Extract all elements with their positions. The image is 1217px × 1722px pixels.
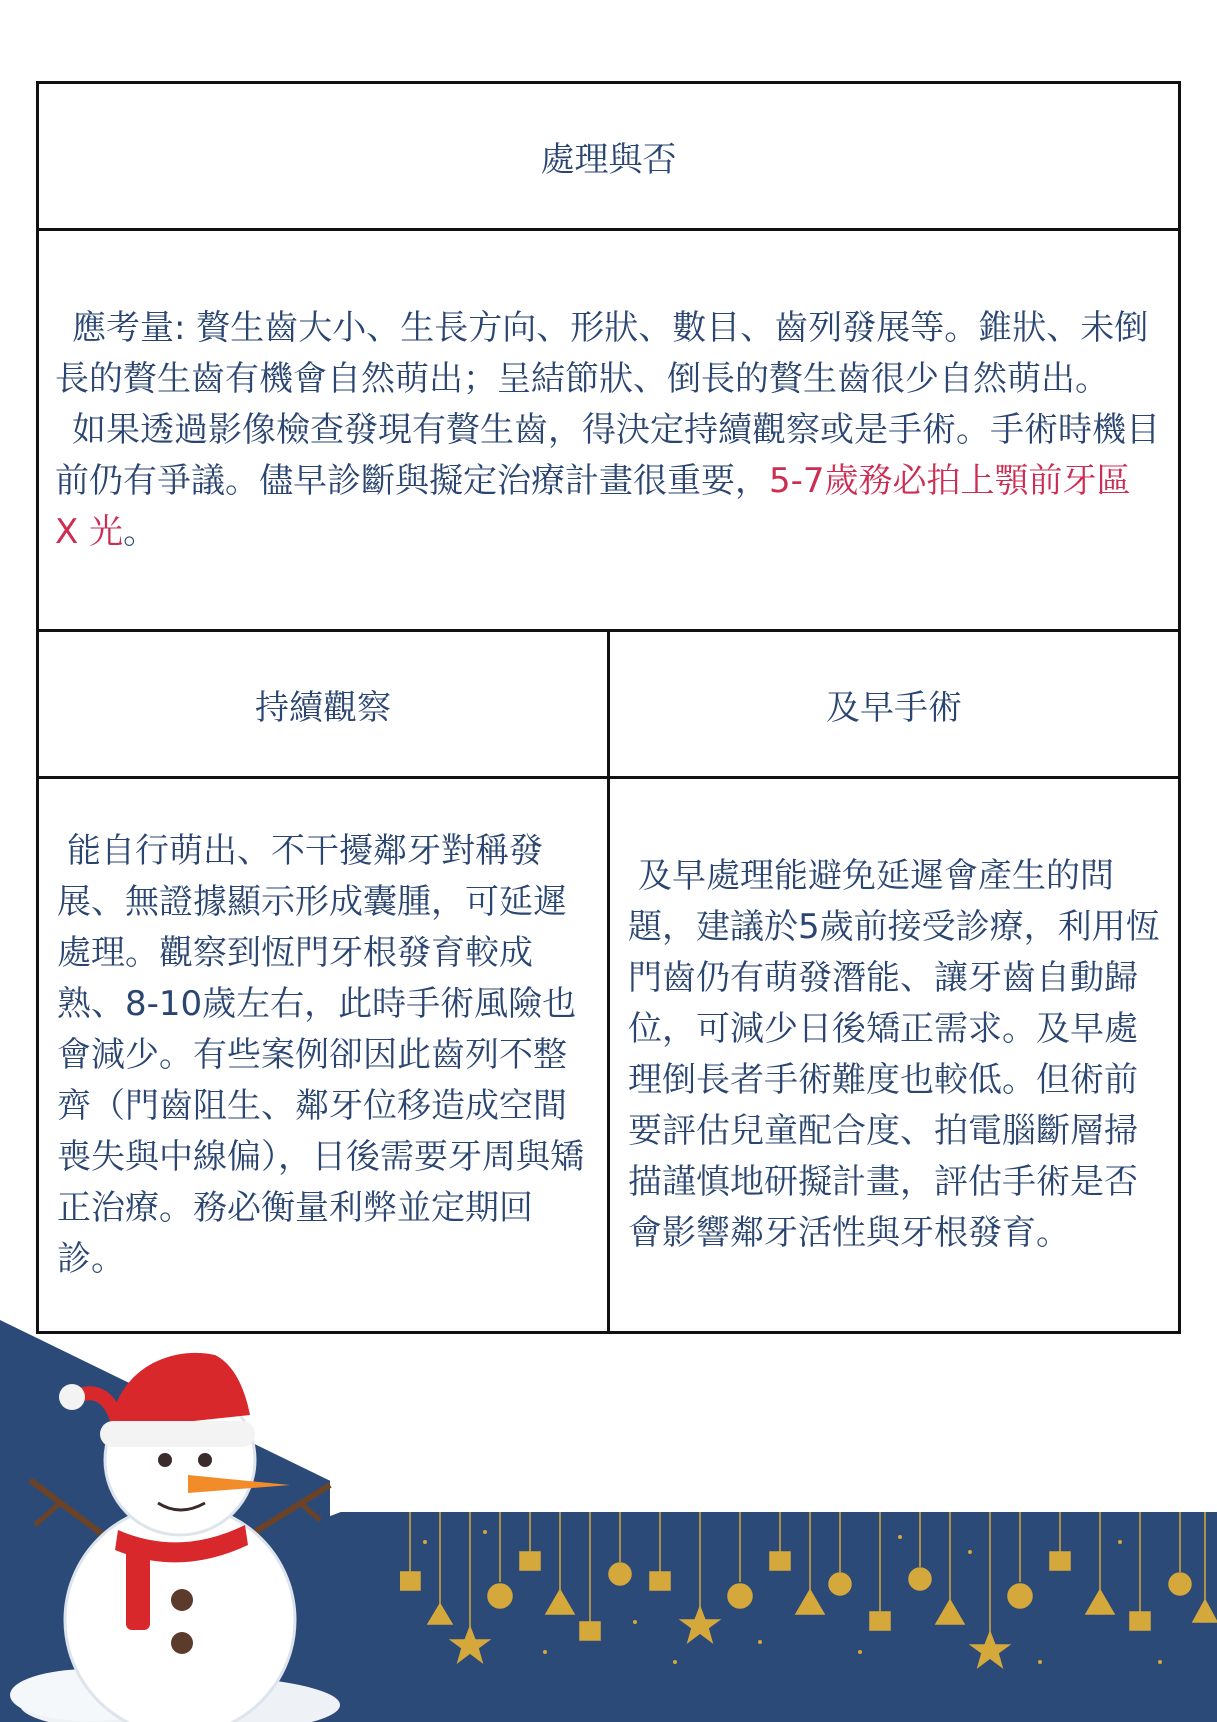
table-title: 處理與否	[38, 83, 1180, 230]
ornaments-garland-icon	[400, 1512, 1217, 1722]
surgery-text: 及早處理能避免延遲會產生的問題，建議於5歲前接受診療，利用恆門齒仍有萌發潛能、讓牙齒自動歸位，可減少日後矯正需求。及早處理倒長者手術難度也較低。但術前要評估兒童配合度、拍電腦斷層掃描謹慎地研擬計畫，評估手術是否會影響鄰牙活性與牙根發育。	[628, 856, 1160, 1253]
observe-column-title: 持續觀察	[38, 631, 609, 778]
intro-paragraph-2	[55, 405, 1162, 558]
surgery-column-title: 及早手術	[609, 631, 1180, 778]
observe-text: 能自行萌出、不干擾鄰牙對稱發展、無證據顯示形成囊腫，可延遲處理。觀察到恆門牙根發育較成熟、8-10歲左右，此時手術風險也會減少。有些案例卻因此齒列不整齊（門齒阻生、鄰牙位移造成空間喪失與中線偏），日後需要牙周與矯正治療。務必衡量利弊並定期回診。	[57, 830, 584, 1279]
surgery-column-body	[609, 778, 1180, 1333]
snowman-icon	[0, 1335, 340, 1722]
xray-highlight: 5-7歲務必拍上顎前牙區 X 光	[55, 460, 1131, 552]
treatment-table	[36, 81, 1181, 1334]
intro-paragraph-1: 應考量: 贅生齒大小、生長方向、形狀、數目、齒列發展等。錐狀、未倒長的贅生齒有機會自然萌出；呈結節狀、倒長的贅生齒很少自然萌出。	[55, 307, 1149, 399]
intro-paragraph-2-end: 。	[123, 511, 158, 552]
intro-text-cell	[38, 230, 1180, 631]
observe-column-body	[38, 778, 609, 1333]
intro-paragraph-2-text: 如果透過影像檢查發現有贅生齒，得決定持續觀察或是手術。手術時機目前仍有爭議。儘早診斷與擬定治療計畫很重要，	[55, 409, 1160, 501]
